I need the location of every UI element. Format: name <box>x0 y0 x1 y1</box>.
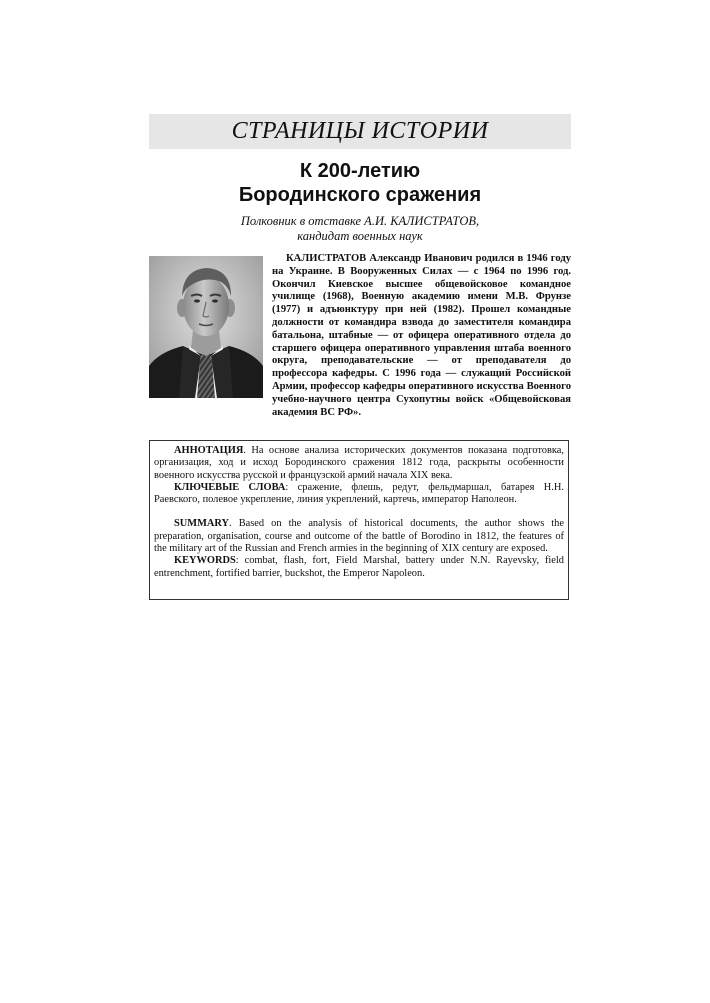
author-line2: кандидат военных наук <box>297 229 423 243</box>
abstract-box <box>149 440 569 600</box>
author-portrait <box>149 256 263 398</box>
section-banner <box>149 114 571 149</box>
en-keywords-text: : combat, flash, fort, Field Marshal, battery under N.N. Rayevsky, field entrenchment, fortified barrier, buckshot, the Emperor Napoleon. <box>154 555 564 579</box>
summary-paragraph <box>154 518 564 555</box>
en-keywords-label: KEYWORDS <box>174 555 236 567</box>
annotation-label: АННОТАЦИЯ <box>174 445 244 456</box>
section-label: СТРАНИЦЫ ИСТОРИИ <box>231 118 489 144</box>
bio-text: КАЛИСТРАТОВ Александр Иванович родился в 1946 году на Украине. В Вооруженных Силах — с 1964 по 1996 год. Окончил Киевское высшее общевойсковое командное училище (1968), Военную академию имени М.В. Фрунзе (1977) и адъюнктуру при ней (1982). Прошел командные должности от командира взвода до заместителя командира батальона, штабные — от офицера оперативного отдела до старшего офицера оперативного управления штаба военного округа, преподавательские — от преподавателя до профессора кафедры. С 1996 года — служащий Российской Армии, профессор кафедры оперативного искусства Военного учебно-научного центра Сухопутны войск «Общевойсковая академия ВС РФ». <box>272 253 571 418</box>
article-title-line2: Бородинского сражения <box>238 184 482 206</box>
author-line1: Полковник в отставке А.И. КАЛИСТРАТОВ, <box>240 214 480 228</box>
article-title <box>149 159 571 207</box>
summary-text: . Based on the analysis of historical documents, the author shows the preparation, organisation, course and outcome of the battle of Borodino in 1812, the features of the military art of the Russian and French armies in the beginning of XIX century are exposed. <box>154 518 564 555</box>
ru-keywords-label: КЛЮЧЕВЫЕ СЛОВА <box>174 481 286 493</box>
annotation-text: . На основе анализа исторических документов показана подготовка, организация, ход и исход Бородинского сражения 1812 года, раскрыты особенности военного искусства русской и французской армий начала XIX века. <box>154 445 564 481</box>
annotation-paragraph <box>154 445 564 482</box>
summary-label: SUMMARY <box>174 518 230 530</box>
article-author <box>149 214 571 244</box>
abstract-spacer <box>154 506 564 518</box>
ru-keywords-paragraph <box>154 482 564 507</box>
author-bio <box>272 253 571 419</box>
portrait-image <box>149 256 263 398</box>
article-title-line1: К 200-летию <box>299 160 421 182</box>
ru-keywords-text: : сражение, флешь, редут, фельдмаршал, батарея Н.Н. Раевского, полевое укрепление, линия укреплений, картечь, император Наполеон. <box>154 481 564 506</box>
en-keywords-paragraph <box>154 555 564 580</box>
